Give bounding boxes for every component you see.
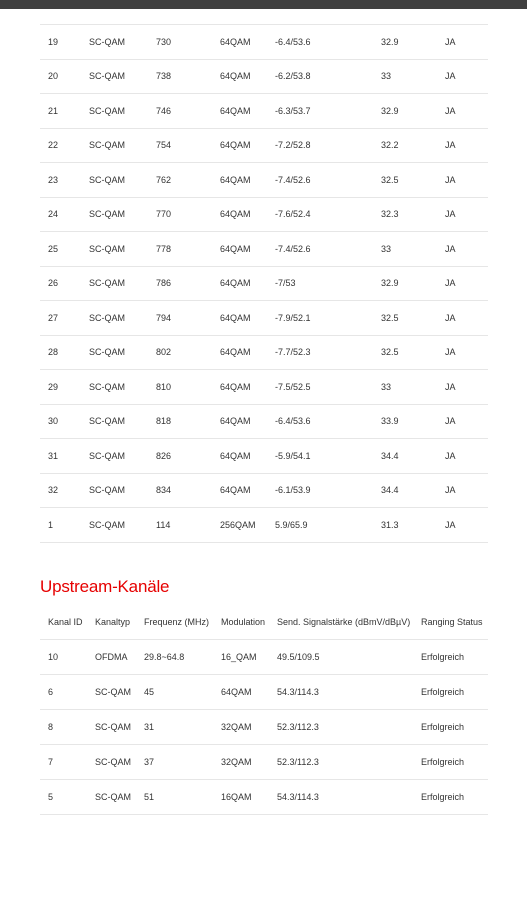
cell-signalstaerke: 54.3/114.3: [277, 687, 319, 697]
cell-snr: 32.3: [381, 209, 399, 220]
cell-kanal-id: 23: [48, 174, 59, 185]
cell-locked: JA: [445, 278, 456, 289]
cell-signalstaerke: -7.9/52.1: [275, 312, 311, 323]
cell-locked: JA: [445, 140, 456, 151]
header-signalstaerke: Send. Signalstärke (dBmV/dBµV): [277, 617, 411, 627]
cell-kanaltyp: SC-QAM: [89, 209, 125, 220]
table-row: [40, 474, 488, 509]
cell-signalstaerke: 54.3/114.3: [277, 792, 319, 802]
cell-modulation: 16_QAM: [221, 652, 257, 662]
cell-frequenz: 31: [144, 722, 155, 732]
cell-snr: 33: [381, 243, 392, 254]
cell-locked: JA: [445, 312, 456, 323]
cell-ranging-status: Erfolgreich: [421, 792, 465, 802]
cell-kanaltyp: SC-QAM: [89, 519, 125, 530]
cell-kanal-id: 24: [48, 209, 59, 220]
cell-kanal-id: 22: [48, 140, 59, 151]
cell-snr: 32.9: [381, 36, 399, 47]
cell-kanaltyp: SC-QAM: [89, 381, 125, 392]
cell-kanal-id: 29: [48, 381, 59, 392]
cell-modulation: 64QAM: [220, 450, 251, 461]
table-row: [40, 370, 488, 405]
cell-signalstaerke: -6.4/53.6: [275, 36, 311, 47]
cell-frequenz: 794: [156, 312, 172, 323]
cell-kanal-id: 1: [48, 519, 54, 530]
cell-ranging-status: Erfolgreich: [421, 687, 465, 697]
table-row: [40, 405, 488, 440]
cell-kanal-id: 30: [48, 416, 59, 427]
table-row: [40, 640, 488, 675]
cell-modulation: 16QAM: [221, 792, 252, 802]
cell-ranging-status: Erfolgreich: [421, 757, 465, 767]
cell-signalstaerke: -5.9/54.1: [275, 450, 311, 461]
cell-frequenz: 834: [156, 485, 172, 496]
cell-signalstaerke: -7.7/52.3: [275, 347, 311, 358]
table-row: [40, 232, 488, 267]
cell-frequenz: 746: [156, 105, 172, 116]
cell-kanaltyp: SC-QAM: [95, 722, 131, 732]
cell-snr: 32.5: [381, 312, 399, 323]
cell-modulation: 64QAM: [220, 209, 251, 220]
table-row: [40, 198, 488, 233]
table-row: [40, 508, 488, 543]
cell-signalstaerke: 52.3/112.3: [277, 722, 319, 732]
cell-modulation: 64QAM: [220, 381, 251, 392]
cell-locked: JA: [445, 485, 456, 496]
cell-kanal-id: 8: [48, 722, 54, 732]
cell-kanal-id: 7: [48, 757, 54, 767]
cell-modulation: 64QAM: [220, 174, 251, 185]
cell-frequenz: 810: [156, 381, 172, 392]
table-row: [40, 675, 488, 710]
table-row: [40, 25, 488, 60]
top-bar: [0, 0, 527, 9]
cell-signalstaerke: 49.5/109.5: [277, 652, 320, 662]
cell-kanaltyp: SC-QAM: [95, 792, 131, 802]
cell-frequenz: 802: [156, 347, 172, 358]
cell-snr: 32.5: [381, 174, 399, 185]
cell-snr: 32.5: [381, 347, 399, 358]
cell-snr: 32.2: [381, 140, 399, 151]
cell-locked: JA: [445, 450, 456, 461]
cell-frequenz: 786: [156, 278, 172, 289]
cell-kanaltyp: SC-QAM: [89, 347, 125, 358]
header-ranging-status: Ranging Status: [421, 617, 483, 627]
cell-frequenz: 730: [156, 36, 172, 47]
cell-modulation: 64QAM: [220, 140, 251, 151]
cell-frequenz: 826: [156, 450, 172, 461]
cell-snr: 32.9: [381, 105, 399, 116]
cell-signalstaerke: 5.9/65.9: [275, 519, 308, 530]
cell-modulation: 64QAM: [220, 312, 251, 323]
cell-frequenz: 37: [144, 757, 155, 767]
table-row: [40, 163, 488, 198]
header-modulation: Modulation: [221, 617, 266, 627]
cell-kanal-id: 20: [48, 71, 59, 82]
table-row: [40, 745, 488, 780]
cell-locked: JA: [445, 36, 456, 47]
cell-kanaltyp: SC-QAM: [89, 36, 125, 47]
cell-locked: JA: [445, 416, 456, 427]
cell-snr: 31.3: [381, 519, 399, 530]
cell-modulation: 64QAM: [220, 71, 251, 82]
cell-locked: JA: [445, 209, 456, 220]
cell-kanaltyp: SC-QAM: [89, 140, 125, 151]
cell-signalstaerke: 52.3/112.3: [277, 757, 319, 767]
cell-kanaltyp: SC-QAM: [89, 278, 125, 289]
cell-signalstaerke: -7/53: [275, 278, 296, 289]
cell-modulation: 64QAM: [220, 416, 251, 427]
cell-kanaltyp: SC-QAM: [89, 174, 125, 185]
table-row: [40, 94, 488, 129]
cell-kanal-id: 6: [48, 687, 54, 697]
cell-modulation: 64QAM: [220, 36, 251, 47]
upstream-table: [40, 605, 488, 815]
cell-kanal-id: 19: [48, 36, 59, 47]
cell-frequenz: 754: [156, 140, 172, 151]
cell-modulation: 64QAM: [220, 485, 251, 496]
table-row: [40, 301, 488, 336]
cell-kanal-id: 25: [48, 243, 59, 254]
upstream-table-header: [40, 605, 488, 640]
cell-modulation: 32QAM: [221, 722, 252, 732]
cell-frequenz: 778: [156, 243, 172, 254]
downstream-table: [40, 24, 488, 543]
cell-frequenz: 45: [144, 687, 155, 697]
cell-signalstaerke: -7.4/52.6: [275, 174, 311, 185]
cell-frequenz: 738: [156, 71, 172, 82]
table-row: [40, 60, 488, 95]
cell-kanaltyp: SC-QAM: [89, 416, 125, 427]
cell-signalstaerke: -6.2/53.8: [275, 71, 311, 82]
cell-frequenz: 51: [144, 792, 155, 802]
table-row: [40, 710, 488, 745]
cell-locked: JA: [445, 519, 456, 530]
cell-kanal-id: 10: [48, 652, 59, 662]
cell-snr: 33: [381, 381, 392, 392]
cell-kanal-id: 21: [48, 105, 59, 116]
cell-ranging-status: Erfolgreich: [421, 652, 465, 662]
cell-kanaltyp: SC-QAM: [95, 757, 131, 767]
cell-locked: JA: [445, 174, 456, 185]
table-row: [40, 780, 488, 815]
cell-locked: JA: [445, 347, 456, 358]
cell-frequenz: 29.8~64.8: [144, 652, 185, 662]
cell-signalstaerke: -6.1/53.9: [275, 485, 311, 496]
cell-kanaltyp: SC-QAM: [95, 687, 131, 697]
cell-locked: JA: [445, 381, 456, 392]
cell-snr: 33.9: [381, 416, 399, 427]
cell-modulation: 64QAM: [220, 278, 251, 289]
cell-kanaltyp: SC-QAM: [89, 312, 125, 323]
cell-locked: JA: [445, 71, 456, 82]
cell-frequenz: 114: [156, 519, 171, 530]
cell-modulation: 256QAM: [220, 519, 256, 530]
cell-snr: 33: [381, 71, 392, 82]
cell-modulation: 64QAM: [220, 243, 251, 254]
cell-kanal-id: 31: [48, 450, 59, 461]
cell-ranging-status: Erfolgreich: [421, 722, 465, 732]
cell-kanaltyp: SC-QAM: [89, 71, 125, 82]
cell-signalstaerke: -7.6/52.4: [275, 209, 311, 220]
cell-kanal-id: 28: [48, 347, 59, 358]
cell-modulation: 64QAM: [220, 105, 251, 116]
table-row: [40, 267, 488, 302]
cell-kanaltyp: SC-QAM: [89, 450, 125, 461]
table-row: [40, 336, 488, 371]
cell-signalstaerke: -7.2/52.8: [275, 140, 311, 151]
cell-signalstaerke: -6.3/53.7: [275, 105, 311, 116]
cell-snr: 32.9: [381, 278, 399, 289]
cell-snr: 34.4: [381, 485, 399, 496]
cell-locked: JA: [445, 105, 456, 116]
cell-frequenz: 762: [156, 174, 172, 185]
header-kanaltyp: Kanaltyp: [95, 617, 131, 627]
cell-frequenz: 770: [156, 209, 172, 220]
cell-frequenz: 818: [156, 416, 172, 427]
cell-kanaltyp: SC-QAM: [89, 243, 125, 254]
cell-modulation: 64QAM: [220, 347, 251, 358]
cell-kanaltyp: SC-QAM: [89, 485, 125, 496]
cell-modulation: 32QAM: [221, 757, 252, 767]
cell-kanaltyp: SC-QAM: [89, 105, 125, 116]
table-row: [40, 439, 488, 474]
table-row: [40, 129, 488, 164]
cell-kanal-id: 32: [48, 485, 59, 496]
header-kanal-id: Kanal ID: [48, 617, 83, 627]
cell-signalstaerke: -7.5/52.5: [275, 381, 311, 392]
cell-kanaltyp: OFDMA: [95, 652, 128, 662]
upstream-section-title: Upstream-Kanäle: [40, 577, 170, 596]
cell-modulation: 64QAM: [221, 687, 252, 697]
cell-locked: JA: [445, 243, 456, 254]
cell-kanal-id: 5: [48, 792, 54, 802]
cell-signalstaerke: -6.4/53.6: [275, 416, 311, 427]
cell-snr: 34.4: [381, 450, 399, 461]
cell-kanal-id: 27: [48, 312, 59, 323]
cell-signalstaerke: -7.4/52.6: [275, 243, 311, 254]
cell-kanal-id: 26: [48, 278, 59, 289]
header-frequenz: Frequenz (MHz): [144, 617, 210, 627]
